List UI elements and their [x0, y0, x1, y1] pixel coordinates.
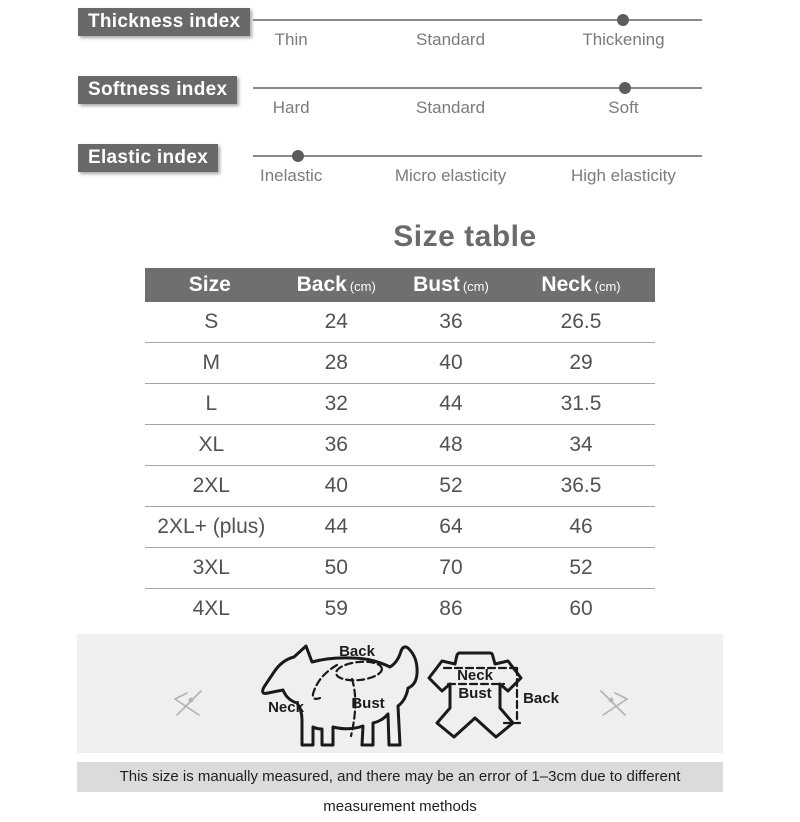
softness-index-row: [0, 72, 800, 136]
dog-back-label: Back: [339, 643, 375, 660]
column-header-neck: Neck (cm): [541, 273, 621, 296]
size-table: [145, 268, 655, 629]
elastic-slider: [253, 140, 702, 204]
dog-neck-label: Neck: [268, 699, 304, 716]
dog-measurement-diagram: [256, 638, 422, 750]
table-cell: 48: [439, 433, 463, 456]
slider-option-thickening: Thickening: [582, 30, 665, 49]
table-cell: 34: [569, 433, 593, 456]
slider-track: [253, 87, 702, 89]
table-row: [145, 302, 655, 343]
slider-option-hard: Hard: [272, 98, 310, 117]
table-cell: 64: [439, 515, 463, 538]
garment-measurement-diagram: [424, 646, 574, 746]
size-table-body: [145, 302, 655, 629]
dog-bust-label: Bust: [351, 695, 385, 712]
table-cell: 40: [439, 351, 463, 374]
table-cell: 70: [439, 556, 463, 579]
table-cell: 36: [439, 310, 463, 333]
slider-option-standard: Standard: [416, 98, 486, 117]
thickness-index-label: Thickness index: [78, 8, 250, 36]
table-cell: 3XL: [192, 556, 230, 579]
softness-index-label: Softness index: [78, 76, 237, 104]
table-row: [145, 384, 655, 425]
table-cell: 86: [439, 597, 463, 620]
table-cell: 2XL+ (plus): [157, 515, 266, 538]
carousel-next-icon[interactable]: [592, 684, 632, 720]
table-cell: S: [204, 310, 219, 333]
table-cell: 32: [324, 392, 348, 415]
elastic-index-row: [0, 140, 800, 204]
table-cell: 2XL: [192, 474, 230, 497]
table-cell: 52: [569, 556, 593, 579]
table-cell: 36: [324, 433, 348, 456]
slider-option-soft: Soft: [608, 98, 639, 117]
slider-option-thin: Thin: [274, 30, 308, 49]
slider-track: [253, 19, 702, 21]
thickness-slider: [253, 4, 702, 68]
table-cell: M: [202, 351, 221, 374]
table-row: [145, 343, 655, 384]
slider-track: [253, 155, 702, 157]
size-table-header: [145, 268, 655, 302]
table-cell: XL: [198, 433, 225, 456]
softness-slider: [253, 72, 702, 136]
table-cell: 4XL: [192, 597, 230, 620]
table-cell: 31.5: [560, 392, 602, 415]
dog-neck-measure-line: [313, 665, 337, 699]
slider-option-high-elasticity: High elasticity: [570, 166, 676, 185]
slider-option-micro-elasticity: Micro elasticity: [394, 166, 507, 185]
table-cell: 44: [324, 515, 348, 538]
thickness-index-row: [0, 4, 800, 68]
slider-option-standard: Standard: [416, 30, 486, 49]
table-row: [145, 507, 655, 548]
garment-neck-label: Neck: [457, 667, 493, 684]
table-cell: 44: [439, 392, 463, 415]
garment-bust-label: Bust: [458, 685, 492, 702]
table-row: [145, 466, 655, 507]
slider-dot: [619, 82, 631, 94]
table-cell: 40: [324, 474, 348, 497]
size-table-title: Size table: [393, 220, 537, 253]
column-header-back: Back (cm): [296, 273, 376, 296]
table-cell: 36.5: [560, 474, 602, 497]
table-cell: 52: [439, 474, 463, 497]
table-cell: 59: [324, 597, 348, 620]
column-header-size: Size: [188, 273, 231, 296]
dog-back-measure-line: [335, 660, 383, 683]
dog-outline: [263, 646, 417, 745]
table-cell: 29: [569, 351, 593, 374]
slider-option-inelastic: Inelastic: [259, 166, 323, 185]
table-cell: L: [205, 392, 218, 415]
table-cell: 28: [324, 351, 348, 374]
table-cell: 60: [569, 597, 593, 620]
slider-dot: [292, 150, 304, 162]
table-row: [145, 589, 655, 629]
table-cell: 50: [324, 556, 348, 579]
slider-dot: [617, 14, 629, 26]
measurement-diagram-panel: [77, 634, 723, 753]
table-cell: 26.5: [560, 310, 602, 333]
table-cell: 24: [324, 310, 348, 333]
elastic-index-label: Elastic index: [78, 144, 218, 172]
garment-back-label: Back: [523, 690, 559, 707]
table-row: [145, 548, 655, 589]
table-cell: 46: [569, 515, 593, 538]
carousel-prev-icon[interactable]: [170, 684, 210, 720]
column-header-bust: Bust (cm): [413, 273, 489, 296]
table-row: [145, 425, 655, 466]
measurement-disclaimer: This size is manually measured, and there may be an error of 1–3cm due to different measurement methods: [77, 762, 723, 792]
